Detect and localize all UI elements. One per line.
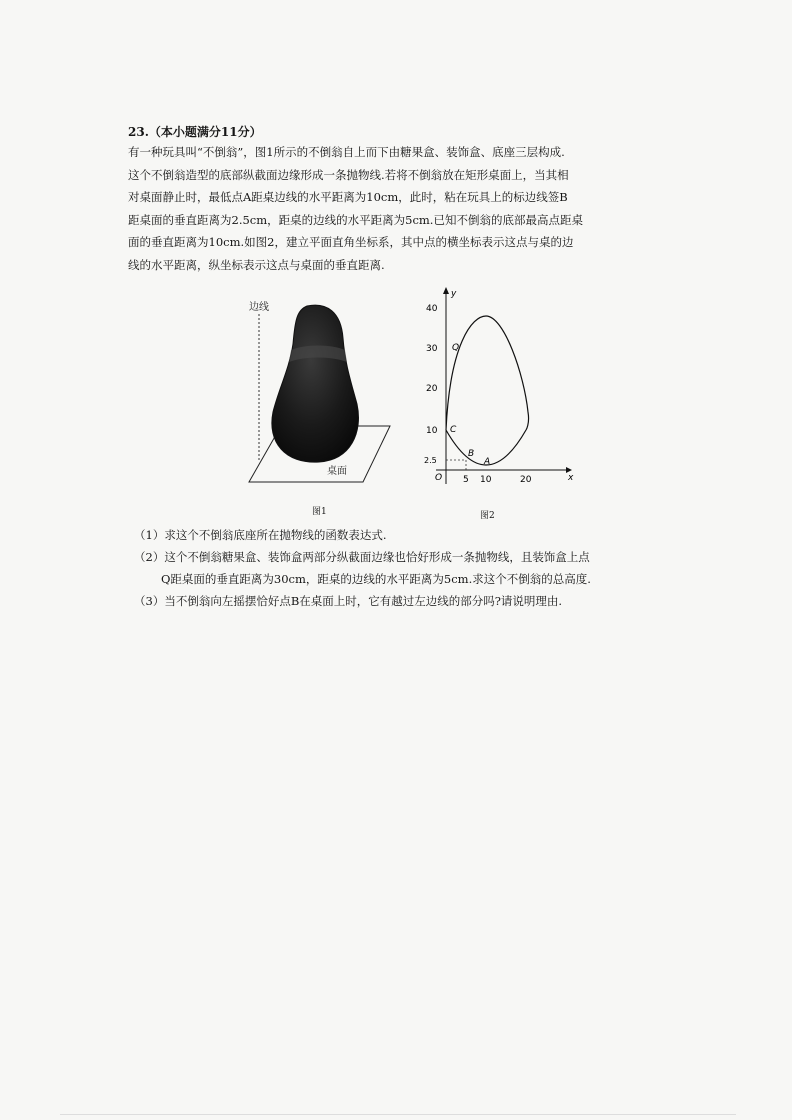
- question-number: 23.（本小题满分11分）: [128, 125, 262, 139]
- intro-line: 面的垂直距离为10cm.如图2，建立平面直角坐标系，其中点的横坐标表示这点与桌的边: [128, 235, 574, 249]
- upper-parabola: [446, 316, 529, 430]
- intro-line: 线的水平距离，纵坐标表示这点与桌面的垂直距离.: [128, 257, 385, 272]
- table-label: 桌面: [327, 466, 347, 477]
- intro-line: 距桌面的垂直距离为2.5cm，距桌的边线的水平距离为5cm.已知不倒翁的底部最高点距桌: [128, 212, 583, 227]
- y-tick-label: 30: [426, 344, 438, 354]
- y-tick-label: 2.5: [424, 456, 437, 465]
- x-tick-label: 10: [480, 475, 492, 485]
- point-label-c: C: [450, 425, 457, 435]
- edge-label: 边线: [249, 302, 269, 313]
- figure2-graph: [420, 284, 580, 494]
- subquestion-3: （3）当不倒翁向左摇摆恰好点B在桌面上时，它有越过左边线的部分吗?请说明理由.: [134, 594, 563, 608]
- subquestion-1: （1）求这个不倒翁底座所在抛物线的函数表达式.: [134, 528, 387, 542]
- intro-line: 这个不倒翁造型的底部纵截面边缘形成一条抛物线.若将不倒翁放在矩形桌面上，当其相: [128, 167, 569, 182]
- page-bottom-divider: [60, 1114, 736, 1115]
- figure1-caption: 图1: [312, 507, 327, 517]
- figure1-tumbler: [235, 292, 395, 492]
- figure2-caption: 图2: [480, 511, 495, 521]
- x-tick-label: 5: [463, 475, 469, 485]
- subquestion-2-line2: Q距桌面的垂直距离为30cm，距桌的边线的水平距离为5cm.求这个不倒翁的总高度.: [161, 572, 591, 586]
- y-tick-label: 40: [426, 304, 438, 314]
- point-label-a: A: [484, 457, 491, 467]
- y-axis-arrow: [443, 287, 449, 294]
- subquestion-2-line1: （2）这个不倒翁糖果盒、装饰盒两部分纵截面边缘也恰好形成一条抛物线，且装饰盒上点: [134, 550, 590, 564]
- y-axis-label: y: [451, 289, 457, 299]
- origin-label: O: [435, 473, 443, 483]
- x-tick-label: 20: [520, 475, 532, 485]
- y-tick-label: 10: [426, 426, 438, 436]
- y-tick-label: 20: [426, 384, 438, 394]
- intro-line: 有一种玩具叫“不倒翁”，图1所示的不倒翁自上而下由糖果盒、装饰盒、底座三层构成.: [128, 145, 565, 159]
- question-intro: [128, 141, 698, 276]
- tumbler-body: [272, 305, 359, 462]
- intro-line: 对桌面静止时，最低点A距桌边线的水平距离为10cm，此时，粘在玩具上的标边线签B: [128, 190, 568, 204]
- point-label-b: B: [468, 449, 475, 459]
- point-label-q: Q: [452, 343, 460, 353]
- x-axis-label: x: [568, 473, 574, 483]
